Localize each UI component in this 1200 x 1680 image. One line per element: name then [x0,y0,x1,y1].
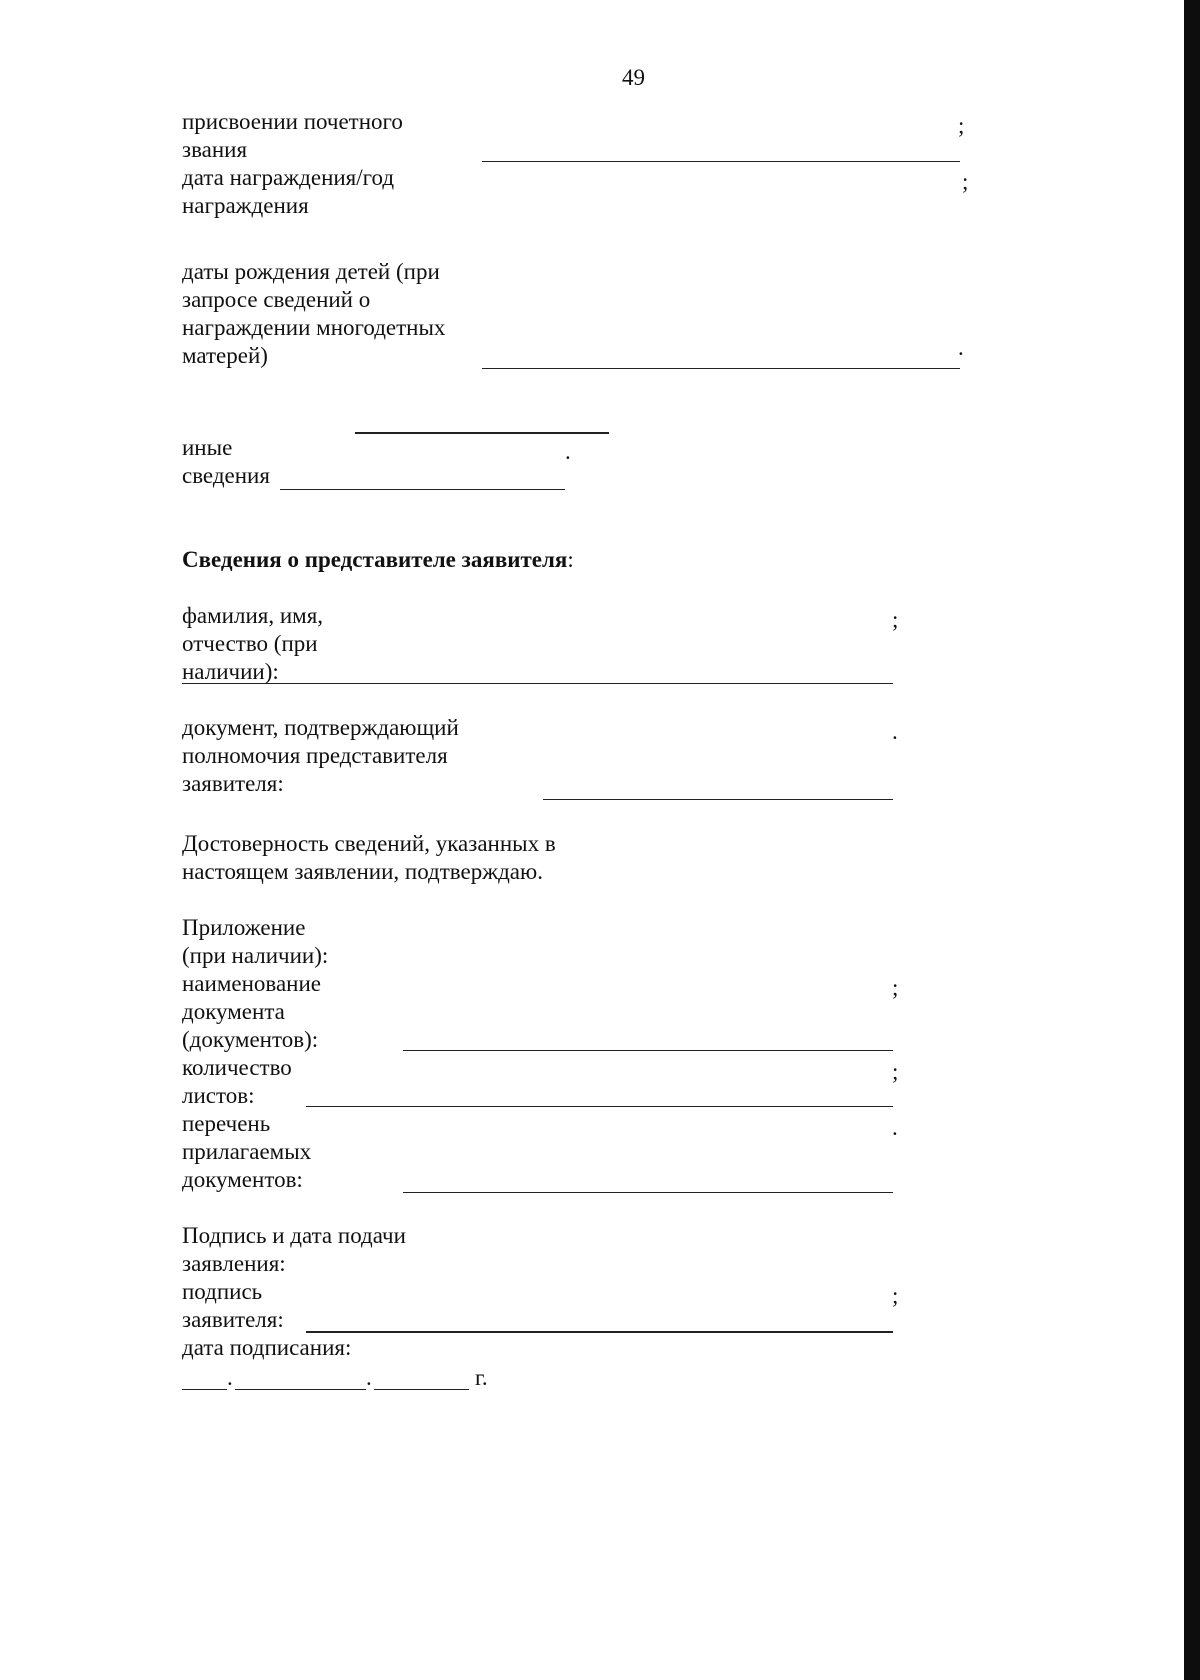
children-birth-field[interactable] [482,368,960,369]
signature-heading-line-1: Подпись и дата подачи [182,1223,406,1248]
signature-field[interactable] [306,1331,893,1333]
scan-edge [1184,0,1200,1680]
sheet-count-field[interactable] [306,1106,893,1107]
doc-list-label-line-1: перечень [182,1111,271,1136]
other-info-extra-line[interactable] [355,432,609,434]
other-info-label-line-1: иные [182,435,233,460]
sheet-count-label-line-2: листов: [182,1083,255,1108]
full-name-semicolon: ; [892,607,899,632]
full-name-label-line-1: фамилия, имя, [182,603,324,628]
full-name-label-line-3: наличии): [182,659,279,684]
award-date-label-line-1: дата награждения/год [182,165,395,190]
children-birth-label-line-1: даты рождения детей (при [182,259,440,284]
doc-name-label-line-3: (документов): [182,1027,319,1052]
children-birth-label-line-4: матерей) [182,343,268,368]
signature-label-line-2: заявителя: [182,1307,284,1332]
date-label: дата подписания: [182,1335,352,1360]
doc-list-period: . [892,1115,898,1140]
authority-doc-label-line-1: документ, подтверждающий [182,715,459,740]
signature-semicolon: ; [892,1283,899,1308]
honor-title-label-line-2: звания [182,137,248,162]
other-info-label-line-2: сведения [182,463,270,488]
doc-name-label-line-1: наименование [182,971,321,996]
doc-name-label-line-2: документа [182,999,285,1024]
representative-heading: Сведения о представителе заявителя: [182,547,574,572]
doc-list-label-line-2: прилагаемых [182,1139,312,1164]
full-name-field[interactable] [182,683,893,684]
award-date-semicolon: ; [962,169,969,194]
sheet-count-semicolon: ; [892,1059,899,1084]
award-date-label-line-2: награждения [182,193,309,218]
other-info-period: . [565,439,571,464]
full-name-label-line-2: отчество (при [182,631,318,656]
honor-title-field[interactable] [482,161,960,162]
doc-name-field[interactable] [403,1050,893,1051]
date-separator-1: . [227,1365,233,1390]
honor-title-label-line-1: присвоении почетного [182,109,403,134]
doc-list-field[interactable] [403,1192,893,1193]
year-suffix: г. [475,1365,488,1390]
signature-label-line-1: подпись [182,1279,263,1304]
authority-doc-label-line-2: полномочия представителя [182,743,448,768]
children-birth-period: . [958,335,964,360]
attachment-heading-line-2: (при наличии): [182,943,329,968]
date-month-field[interactable] [235,1389,366,1390]
authority-doc-period: . [892,719,898,744]
honor-title-semicolon: ; [958,113,965,138]
confirmation-line-2: настоящем заявлении, подтверждаю. [182,859,543,884]
doc-name-semicolon: ; [892,975,899,1000]
other-info-field[interactable] [280,489,565,490]
date-day-field[interactable] [182,1389,227,1390]
signature-heading-line-2: заявления: [182,1251,286,1276]
authority-doc-label-line-3: заявителя: [182,771,284,796]
date-year-field[interactable] [374,1389,469,1390]
date-separator-2: . [366,1365,372,1390]
authority-doc-field[interactable] [543,799,893,800]
children-birth-label-line-3: награждении многодетных [182,315,446,340]
confirmation-line-1: Достоверность сведений, указанных в [182,831,556,856]
children-birth-label-line-2: запросе сведений о [182,287,371,312]
sheet-count-label-line-1: количество [182,1055,292,1080]
doc-list-label-line-3: документов: [182,1167,303,1192]
page-number: 49 [622,65,645,90]
attachment-heading-line-1: Приложение [182,915,306,940]
